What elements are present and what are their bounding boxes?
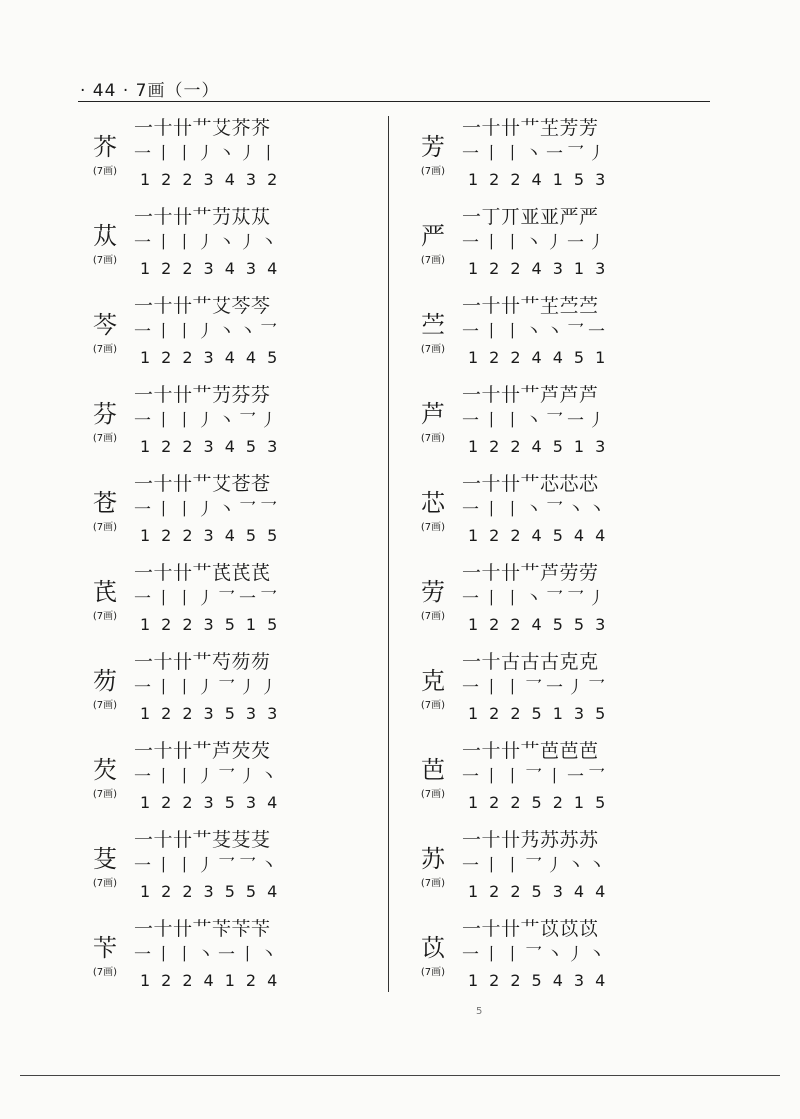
stroke-count-label: (7画) bbox=[420, 166, 446, 177]
stroke-count-label: (7画) bbox=[420, 967, 446, 978]
stroke-forms: 一丨丨丿丶丿丶 bbox=[134, 233, 281, 253]
stroke-count-label: (7画) bbox=[92, 789, 118, 800]
character-entry bbox=[412, 735, 712, 824]
character-entry bbox=[412, 913, 712, 1002]
stroke-codes: 1223434 bbox=[140, 259, 289, 278]
character-entry bbox=[84, 646, 384, 735]
stroke-codes: 1223554 bbox=[140, 882, 289, 901]
stroke-sequence: 一十卄艹芦劳劳 bbox=[462, 562, 599, 584]
stroke-sequence: 一十卄艹芯芯芯 bbox=[462, 473, 599, 495]
headword: 苁 bbox=[93, 222, 117, 250]
stroke-codes: 1224513 bbox=[468, 437, 617, 456]
stroke-codes: 1224124 bbox=[140, 971, 289, 990]
character-entry bbox=[84, 913, 384, 1002]
stroke-sequence: 一十卄艹芭芭芭 bbox=[462, 740, 599, 762]
stroke-count-label: (7画) bbox=[420, 611, 446, 622]
headword: 严 bbox=[421, 222, 445, 250]
stroke-sequence: 一十卄艹芦芡芡 bbox=[134, 740, 271, 762]
headword: 芪 bbox=[93, 578, 117, 606]
stroke-codes: 1223534 bbox=[140, 793, 289, 812]
stroke-sequence: 一十卄艿苏苏苏 bbox=[462, 829, 599, 851]
stroke-forms: 一丨丨丶丶乛一 bbox=[462, 322, 609, 342]
stroke-codes: 1223445 bbox=[140, 348, 289, 367]
headword: 芩 bbox=[93, 311, 117, 339]
stroke-count-label: (7画) bbox=[420, 433, 446, 444]
header-rule bbox=[78, 101, 710, 102]
headword: 芬 bbox=[93, 400, 117, 428]
stroke-sequence: 一十卄艹芀苁苁 bbox=[134, 206, 271, 228]
character-entry bbox=[412, 557, 712, 646]
stroke-sequence: 一十卄艹艾芥芥 bbox=[134, 117, 271, 139]
character-entry bbox=[412, 201, 712, 290]
stroke-sequence: 一十古古古克克 bbox=[462, 651, 599, 673]
character-entry bbox=[412, 379, 712, 468]
character-entry bbox=[84, 112, 384, 201]
character-entry bbox=[84, 290, 384, 379]
stroke-codes: 1224313 bbox=[468, 259, 617, 278]
stroke-codes: 1224451 bbox=[468, 348, 617, 367]
stroke-count-label: (7画) bbox=[420, 344, 446, 355]
stroke-sequence: 一十卄艹芪芪芪 bbox=[134, 562, 271, 584]
stroke-count-label: (7画) bbox=[420, 878, 446, 889]
character-entry bbox=[84, 557, 384, 646]
stroke-forms: 一丨丨丶一乛丿 bbox=[462, 144, 609, 164]
stroke-sequence: 一十卄艹苡苡苡 bbox=[462, 918, 599, 940]
headword: 芯 bbox=[421, 489, 445, 517]
headword: 苡 bbox=[421, 934, 445, 962]
character-entry bbox=[412, 646, 712, 735]
stroke-codes: 1223515 bbox=[140, 615, 289, 634]
stroke-forms: 一丨丨丶乛一丿 bbox=[462, 411, 609, 431]
right-column bbox=[412, 112, 712, 1002]
headword: 芭 bbox=[421, 756, 445, 784]
stroke-sequence: 一丁丌亚亚严严 bbox=[462, 206, 599, 228]
stroke-codes: 1224553 bbox=[468, 615, 617, 634]
headword: 芴 bbox=[93, 667, 117, 695]
headword: 苄 bbox=[93, 934, 117, 962]
character-entry bbox=[412, 290, 712, 379]
headword: 苍 bbox=[93, 489, 117, 517]
stroke-sequence: 一十卄艹芍芴芴 bbox=[134, 651, 271, 673]
stroke-codes: 1225344 bbox=[468, 882, 617, 901]
stroke-sequence: 一十卄艹芟芟芟 bbox=[134, 829, 271, 851]
headword: 芥 bbox=[93, 133, 117, 161]
stroke-forms: 一丨丨丶乛丶丶 bbox=[462, 500, 609, 520]
column-divider bbox=[388, 116, 389, 992]
stroke-count-label: (7画) bbox=[92, 433, 118, 444]
headword: 劳 bbox=[421, 578, 445, 606]
page-header: · 44 · 7画（一） bbox=[80, 81, 220, 101]
character-entry bbox=[412, 112, 712, 201]
left-column bbox=[84, 112, 384, 1002]
stroke-count-label: (7画) bbox=[420, 255, 446, 266]
stroke-codes: 1224153 bbox=[468, 170, 617, 189]
character-entry bbox=[84, 824, 384, 913]
stroke-forms: 一丨丨丿丶丶乛 bbox=[134, 322, 281, 342]
stroke-sequence: 一十卄艹艾苍苍 bbox=[134, 473, 271, 495]
stroke-count-label: (7画) bbox=[92, 878, 118, 889]
page-mark: 5 bbox=[476, 1006, 483, 1017]
character-entry bbox=[412, 824, 712, 913]
stroke-forms: 一丨丨乛丨一乛 bbox=[462, 767, 609, 787]
headword: 苏 bbox=[421, 845, 445, 873]
character-entry bbox=[412, 468, 712, 557]
stroke-forms: 一丨丨乛丶丿丶 bbox=[462, 945, 609, 965]
stroke-count-label: (7画) bbox=[92, 700, 118, 711]
stroke-forms: 一丨丨丶丿一丿 bbox=[462, 233, 609, 253]
stroke-codes: 1223455 bbox=[140, 526, 289, 545]
character-entry bbox=[84, 201, 384, 290]
stroke-count-label: (7画) bbox=[92, 166, 118, 177]
stroke-count-label: (7画) bbox=[420, 522, 446, 533]
stroke-codes: 1225135 bbox=[468, 704, 617, 723]
character-entry bbox=[84, 379, 384, 468]
stroke-sequence: 一十卄艹芏芳芳 bbox=[462, 117, 599, 139]
stroke-sequence: 一十卄艹苄苄苄 bbox=[134, 918, 271, 940]
stroke-codes: 1223453 bbox=[140, 437, 289, 456]
stroke-count-label: (7画) bbox=[92, 255, 118, 266]
stroke-forms: 一丨丨丿乛乛丶 bbox=[134, 856, 281, 876]
stroke-forms: 一丨丨丶一丨丶 bbox=[134, 945, 281, 965]
stroke-forms: 一丨丨丿丶丿丨 bbox=[134, 144, 281, 164]
stroke-forms: 一丨丨丿乛一乛 bbox=[134, 589, 281, 609]
stroke-forms: 一丨丨丿乛丿丶 bbox=[134, 767, 281, 787]
headword: 芳 bbox=[421, 133, 445, 161]
stroke-forms: 一丨丨丿乛丿丿 bbox=[134, 678, 281, 698]
stroke-count-label: (7画) bbox=[92, 522, 118, 533]
stroke-sequence: 一十卄艹芀芬芬 bbox=[134, 384, 271, 406]
stroke-count-label: (7画) bbox=[92, 611, 118, 622]
stroke-forms: 一丨丨丿丶乛丿 bbox=[134, 411, 281, 431]
stroke-codes: 1223432 bbox=[140, 170, 289, 189]
stroke-sequence: 一十卄艹芏苎苎 bbox=[462, 295, 599, 317]
stroke-codes: 1225215 bbox=[468, 793, 617, 812]
footer-rule bbox=[20, 1075, 780, 1076]
character-entry bbox=[84, 735, 384, 824]
stroke-forms: 一丨丨乛一丿乛 bbox=[462, 678, 609, 698]
stroke-codes: 1223533 bbox=[140, 704, 289, 723]
stroke-codes: 1225434 bbox=[468, 971, 617, 990]
headword: 芦 bbox=[421, 400, 445, 428]
headword: 苎 bbox=[421, 311, 445, 339]
stroke-codes: 1224544 bbox=[468, 526, 617, 545]
headword: 芡 bbox=[93, 756, 117, 784]
character-entry bbox=[84, 468, 384, 557]
headword: 克 bbox=[421, 667, 445, 695]
stroke-count-label: (7画) bbox=[420, 789, 446, 800]
stroke-count-label: (7画) bbox=[92, 967, 118, 978]
stroke-forms: 一丨丨丿丶乛乛 bbox=[134, 500, 281, 520]
stroke-sequence: 一十卄艹芦芦芦 bbox=[462, 384, 599, 406]
stroke-forms: 一丨丨乛丿丶丶 bbox=[462, 856, 609, 876]
stroke-count-label: (7画) bbox=[420, 700, 446, 711]
stroke-sequence: 一十卄艹艾芩芩 bbox=[134, 295, 271, 317]
stroke-forms: 一丨丨丶乛乛丿 bbox=[462, 589, 609, 609]
headword: 芟 bbox=[93, 845, 117, 873]
stroke-count-label: (7画) bbox=[92, 344, 118, 355]
